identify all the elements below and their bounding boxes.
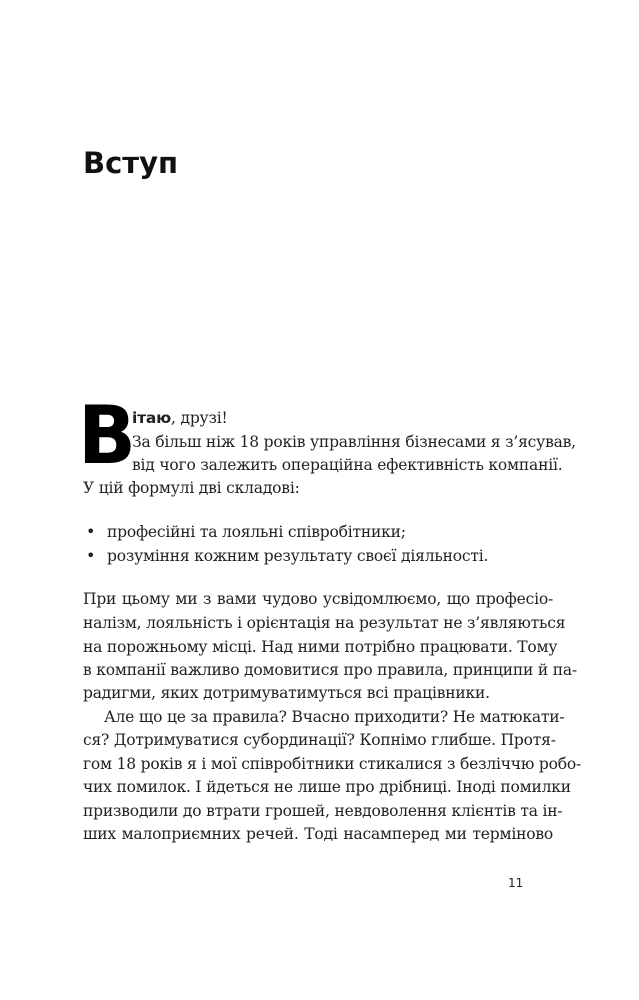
text-line: ся? Дотримуватися субординації? Копнімо глибше. Протя-: [83, 731, 556, 749]
page-number: 11: [508, 876, 524, 890]
text-line: За більш ніж 18 років управління бізнесами я з’ясував,: [132, 433, 576, 451]
chapter-title: Вступ: [83, 146, 179, 180]
text-line: У цій формулі дві складові:: [83, 479, 300, 497]
text-line: При цьому ми з вами чудово усвідомлюємо, що професіо-: [83, 590, 553, 608]
bullet-icon: •: [86, 546, 96, 565]
text-line: чих помилок. І йдеться не лише про дрібниці. Іноді помилки: [83, 778, 571, 796]
text-line: на порожньому місці. Над ними потрібно працювати. Тому: [83, 638, 558, 656]
list-item: професійні та лояльні співробітники;: [107, 523, 406, 541]
text-line: в компанії важливо домовитися про правила, принципи й па-: [83, 661, 577, 679]
text-line: гом 18 років я і мої співробітники стикалися з безліччю робо-: [83, 755, 582, 773]
greeting-line: [132, 408, 228, 428]
text-line: від чого залежить операційна ефективність компанії.: [132, 456, 563, 474]
drop-cap: В: [78, 389, 136, 482]
text-line: ших малоприємних речей. Тоді насамперед ми терміново: [83, 825, 553, 843]
list-item: розуміння кожним результату своєї діяльності.: [107, 547, 489, 565]
bullet-icon: •: [86, 522, 96, 541]
greeting-bold: ітаю: [132, 409, 172, 427]
text-line: Але що це за правила? Вчасно приходити? Не матюкати-: [104, 708, 565, 726]
text-line: налізм, лояльність і орієнтація на результат не з’являються: [83, 614, 566, 632]
text-line: призводили до втрати грошей, невдоволення клієнтів та ін-: [83, 802, 563, 820]
greeting-rest: , друзі!: [171, 409, 228, 427]
text-line: радигми, яких дотримуватимуться всі працівники.: [83, 684, 490, 702]
